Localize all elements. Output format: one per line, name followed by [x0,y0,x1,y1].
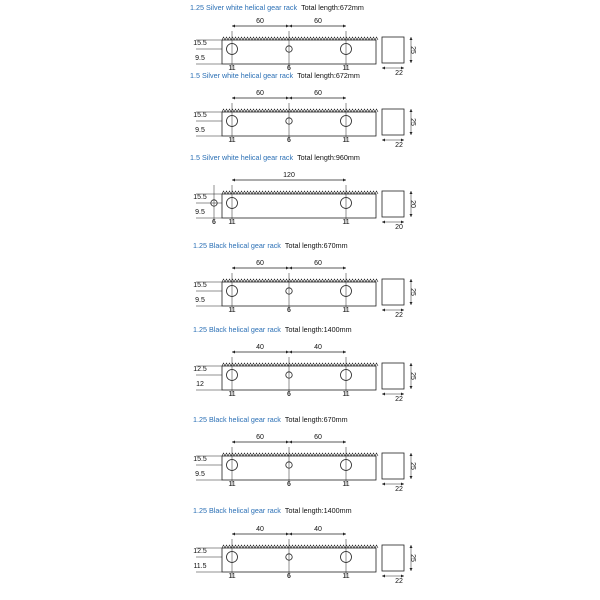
offset-dimension-top: 15.5 [193,194,207,201]
rack-block [190,153,416,231]
rack-block [193,325,416,403]
section-height-label: 25 [409,372,416,380]
rack-name: 1.25 Black helical gear rack [193,241,281,250]
arrow-head [410,214,413,217]
offset-dimension-bottom: 11.5 [193,563,207,570]
offset-dimension-bottom: 9.5 [195,209,205,216]
rack-name: 1.25 Silver white helical gear rack [190,3,298,12]
rack-total-length: Total length:960mm [297,153,360,162]
gear-teeth [222,545,378,548]
section-height-label: 20 [409,200,416,208]
arrow-head [343,267,346,270]
section-width-label: 22 [395,142,403,149]
gear-teeth [222,109,378,112]
arrow-head [286,533,289,536]
section-width-label: 22 [395,396,403,403]
arrow-head [382,67,385,70]
rack-title [193,325,352,334]
offset-dimension-top: 12.5 [193,548,207,555]
cross-section [382,545,404,571]
arrow-head [410,191,413,194]
arrow-head [382,309,385,312]
arrow-head [410,386,413,389]
hole-size-label: 11 [342,65,350,72]
hole-size-label: 6 [287,481,291,488]
arrow-head [343,533,346,536]
pitch-label: 60 [256,260,264,267]
arrow-head [289,441,292,444]
hole-size-label: 11 [228,307,236,314]
cross-section [382,453,404,479]
section-height-label: 25 [409,46,416,54]
arrow-head [289,533,292,536]
arrow-head [289,267,292,270]
section-width-label: 22 [395,486,403,493]
arrow-head [410,545,413,548]
arrow-head [410,109,413,112]
gear-teeth [222,279,378,282]
arrow-head [382,575,385,578]
rack-block [190,3,416,77]
rack-total-length: Total length:670mm [284,241,348,250]
offset-dimension-bottom: 9.5 [195,297,205,304]
arrow-head [286,351,289,354]
pitch-label: 60 [256,18,264,25]
offset-dimension-bottom: 9.5 [195,127,205,134]
section-height-label: 25 [409,554,416,562]
rack-block [193,415,416,493]
offset-dimension-top: 15.5 [193,40,207,47]
offset-dimension-top: 15.5 [193,282,207,289]
hole-size-label: 11 [342,307,350,314]
hole-size-label: 6 [287,307,291,314]
rack-name: 1.25 Black helical gear rack [193,325,281,334]
arrow-head [343,97,346,100]
gear-teeth [222,191,378,194]
arrow-head [410,363,413,366]
gear-teeth [222,453,378,456]
rack-title [190,153,360,162]
rack-total-length: Total length:670mm [284,415,348,424]
arrow-head [382,393,385,396]
pitch-label: 60 [256,90,264,97]
rack-block [193,241,416,319]
rack-name: 1.5 Silver white helical gear rack [190,153,294,162]
hole-size-label: 11 [228,219,236,226]
offset-dimension-top: 15.5 [193,456,207,463]
arrow-head [343,441,346,444]
arrow-head [343,179,346,182]
section-width-label: 22 [395,70,403,77]
pitch-label: 40 [314,344,322,351]
rack-body [222,456,376,480]
arrow-head [286,97,289,100]
arrow-head [343,351,346,354]
arrow-head [286,25,289,28]
arrow-head [232,25,235,28]
arrow-head [382,221,385,224]
offset-dimension-top: 15.5 [193,112,207,119]
pitch-label: 60 [314,90,322,97]
rack-name: 1.5 Silver white helical gear rack [190,71,294,80]
rack-title [190,3,364,12]
offset-dimension-top: 12.5 [193,366,207,373]
arrow-head [410,476,413,479]
arrow-head [343,25,346,28]
section-width-label: 20 [395,224,403,231]
arrow-head [382,483,385,486]
rack-total-length: Total length:1400mm [284,506,352,515]
pitch-label: 60 [314,434,322,441]
rack-body [222,40,376,64]
rack-title [193,415,348,424]
arrow-head [286,441,289,444]
cross-section [382,37,404,63]
offset-dimension-bottom: 9.5 [195,55,205,62]
rack-body [222,112,376,136]
arrow-head [289,25,292,28]
cross-section [382,279,404,305]
pitch-label: 60 [314,260,322,267]
rack-body [222,548,376,572]
arrow-head [286,267,289,270]
rack-title [193,506,352,515]
rack-name: 1.25 Black helical gear rack [193,415,281,424]
hole-size-label: 11 [228,391,236,398]
cross-section [382,363,404,389]
rack-total-length: Total length:1400mm [284,325,352,334]
rack-title [193,241,348,250]
arrow-head [289,351,292,354]
rack-name: 1.25 Black helical gear rack [193,506,281,515]
section-height-label: 25 [409,118,416,126]
arrow-head [410,568,413,571]
offset-dimension-bottom: 9.5 [195,471,205,478]
offset-dimension-bottom: 12 [196,381,204,388]
arrow-head [232,97,235,100]
hole-size-label: 11 [342,219,350,226]
rack-block [190,71,416,149]
section-height-label: 25 [409,462,416,470]
cross-section [382,191,404,217]
rack-title [190,71,360,80]
hole-size-label: 11 [342,391,350,398]
arrow-head [232,533,235,536]
arrow-head [410,279,413,282]
pitch-label: 120 [283,172,295,179]
rack-body [222,194,376,218]
hole-size-label: 11 [342,573,350,580]
arrow-head [232,441,235,444]
cross-section [382,109,404,135]
hole-size-label: 11 [228,481,236,488]
hole-size-label: 6 [287,391,291,398]
gear-teeth [222,37,378,40]
arrow-head [410,60,413,63]
arrow-head [410,453,413,456]
gear-teeth [222,363,378,366]
arrow-head [410,37,413,40]
pitch-label: 40 [256,344,264,351]
rack-body [222,282,376,306]
arrow-head [289,97,292,100]
section-width-label: 22 [395,312,403,319]
hole-size-label: 6 [287,137,291,144]
section-width-label: 22 [395,578,403,585]
pitch-label: 60 [314,18,322,25]
hole-size-label: 11 [228,137,236,144]
hole-size-label: 11 [228,65,236,72]
arrow-head [232,267,235,270]
arrow-head [382,139,385,142]
arrow-head [232,351,235,354]
hole-size-label: 6 [212,219,216,226]
hole-size-label: 6 [287,65,291,72]
hole-size-label: 11 [342,137,350,144]
pitch-label: 40 [256,526,264,533]
hole-size-label: 6 [287,573,291,580]
pitch-label: 60 [256,434,264,441]
pitch-label: 40 [314,526,322,533]
arrow-head [410,302,413,305]
arrow-head [410,132,413,135]
hole-size-label: 11 [228,573,236,580]
rack-block [193,506,416,585]
rack-body [222,366,376,390]
arrow-head [232,179,235,182]
rack-total-length: Total length:672mm [297,71,360,80]
rack-total-length: Total length:672mm [301,3,364,12]
section-height-label: 25 [409,288,416,296]
hole-size-label: 11 [342,481,350,488]
